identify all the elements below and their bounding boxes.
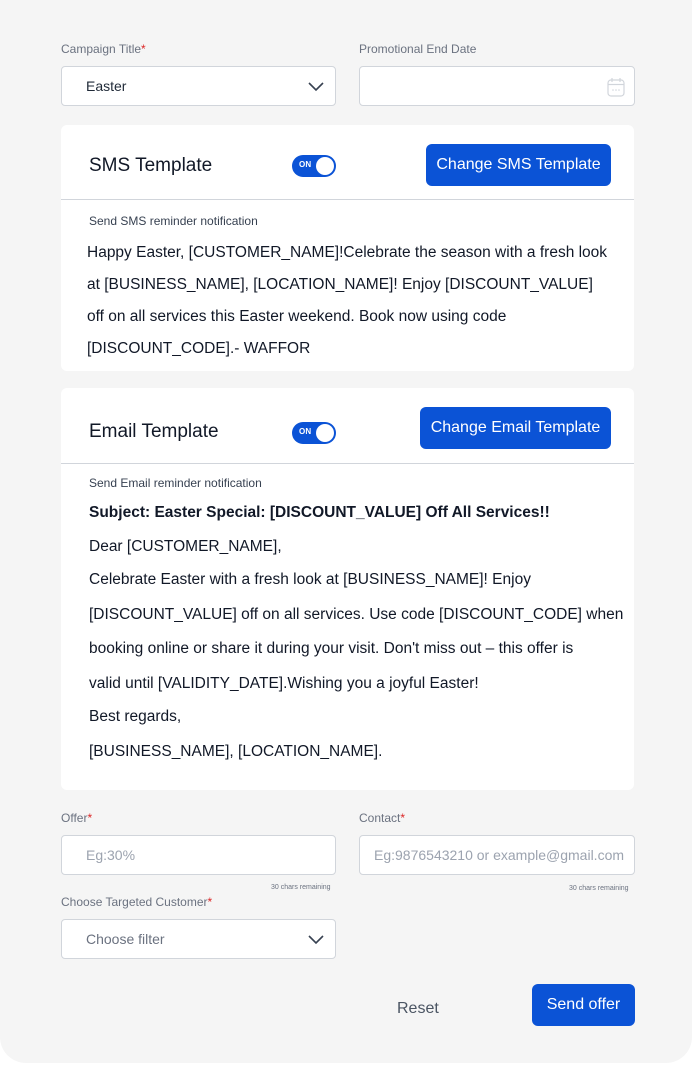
calendar-icon[interactable] (606, 76, 626, 98)
toggle-knob (316, 424, 334, 442)
email-line: booking online or share it during your visit. Don't miss out – this offer is (89, 640, 574, 657)
campaign-title-value: Easter (86, 78, 127, 94)
contact-chars-remaining: 30 chars remaining (569, 885, 629, 892)
email-line: [DISCOUNT_VALUE] off on all services. Use code [DISCOUNT_CODE] when (89, 606, 624, 623)
sms-template-card (61, 125, 634, 371)
email-toggle-label: ON (299, 427, 312, 436)
email-subject: Subject: Easter Special: [DISCOUNT_VALUE] Off All Services!! (89, 504, 550, 521)
email-line: Best regards, (89, 708, 182, 725)
email-line: [BUSINESS_NAME], [LOCATION_NAME]. (89, 743, 383, 760)
end-date-label: Promotional End Date (359, 42, 477, 56)
required-mark: * (141, 42, 146, 56)
sms-body-text: Happy Easter, [CUSTOMER_NAME]!Celebrate the season with a fresh look at [BUSINESS_NAME], [LOCATION_NAME]! Enjoy [DISCOUNT_VALUE] off on all services this Easter weekend. Book now using code [DISCOUNT_CODE].- WAFFOR (87, 244, 608, 357)
email-line: valid until [VALIDITY_DATE].Wishing you a joyful Easter! (89, 675, 479, 692)
email-notification-label: Send Email reminder notification (89, 476, 262, 490)
contact-placeholder: Eg:9876543210 or example@gmail.com (374, 847, 625, 863)
change-sms-template-button[interactable]: Change SMS Template (426, 144, 611, 186)
campaign-title-select[interactable] (61, 66, 336, 106)
email-divider (61, 463, 634, 464)
targeted-customer-label: Choose Targeted Customer* (61, 895, 213, 909)
chevron-down-icon (307, 931, 325, 947)
required-mark: * (87, 811, 93, 825)
offer-chars-remaining: 30 chars remaining (271, 884, 331, 891)
chevron-down-icon (307, 78, 325, 94)
sms-template-title: SMS Template (89, 155, 213, 176)
contact-label: Contact* (359, 811, 406, 825)
required-mark: * (400, 811, 406, 825)
end-date-input[interactable] (359, 66, 635, 106)
sms-toggle-label: ON (299, 160, 312, 169)
email-toggle[interactable] (292, 422, 336, 444)
required-mark: * (207, 895, 213, 909)
offer-label: Offer* (61, 811, 93, 825)
contact-input[interactable] (359, 835, 635, 875)
email-line: Celebrate Easter with a fresh look at [BUSINESS_NAME]! Enjoy (89, 571, 531, 588)
email-template-title: Email Template (89, 421, 219, 442)
offer-placeholder: Eg:30% (86, 847, 136, 863)
targeted-customer-placeholder: Choose filter (86, 931, 165, 947)
sms-divider (61, 199, 634, 200)
targeted-customer-select[interactable] (61, 919, 336, 959)
toggle-knob (316, 157, 334, 175)
email-line: Dear [CUSTOMER_NAME], (89, 538, 282, 555)
reset-button[interactable]: Reset (397, 1000, 439, 1017)
change-email-template-button[interactable]: Change Email Template (420, 407, 611, 449)
email-template-card (61, 388, 634, 790)
sms-toggle[interactable] (292, 155, 336, 177)
sms-notification-label: Send SMS reminder notification (89, 214, 258, 228)
campaign-title-label: Campaign Title* (61, 42, 146, 56)
send-offer-button[interactable]: Send offer (532, 984, 635, 1026)
offer-input[interactable] (61, 835, 336, 875)
